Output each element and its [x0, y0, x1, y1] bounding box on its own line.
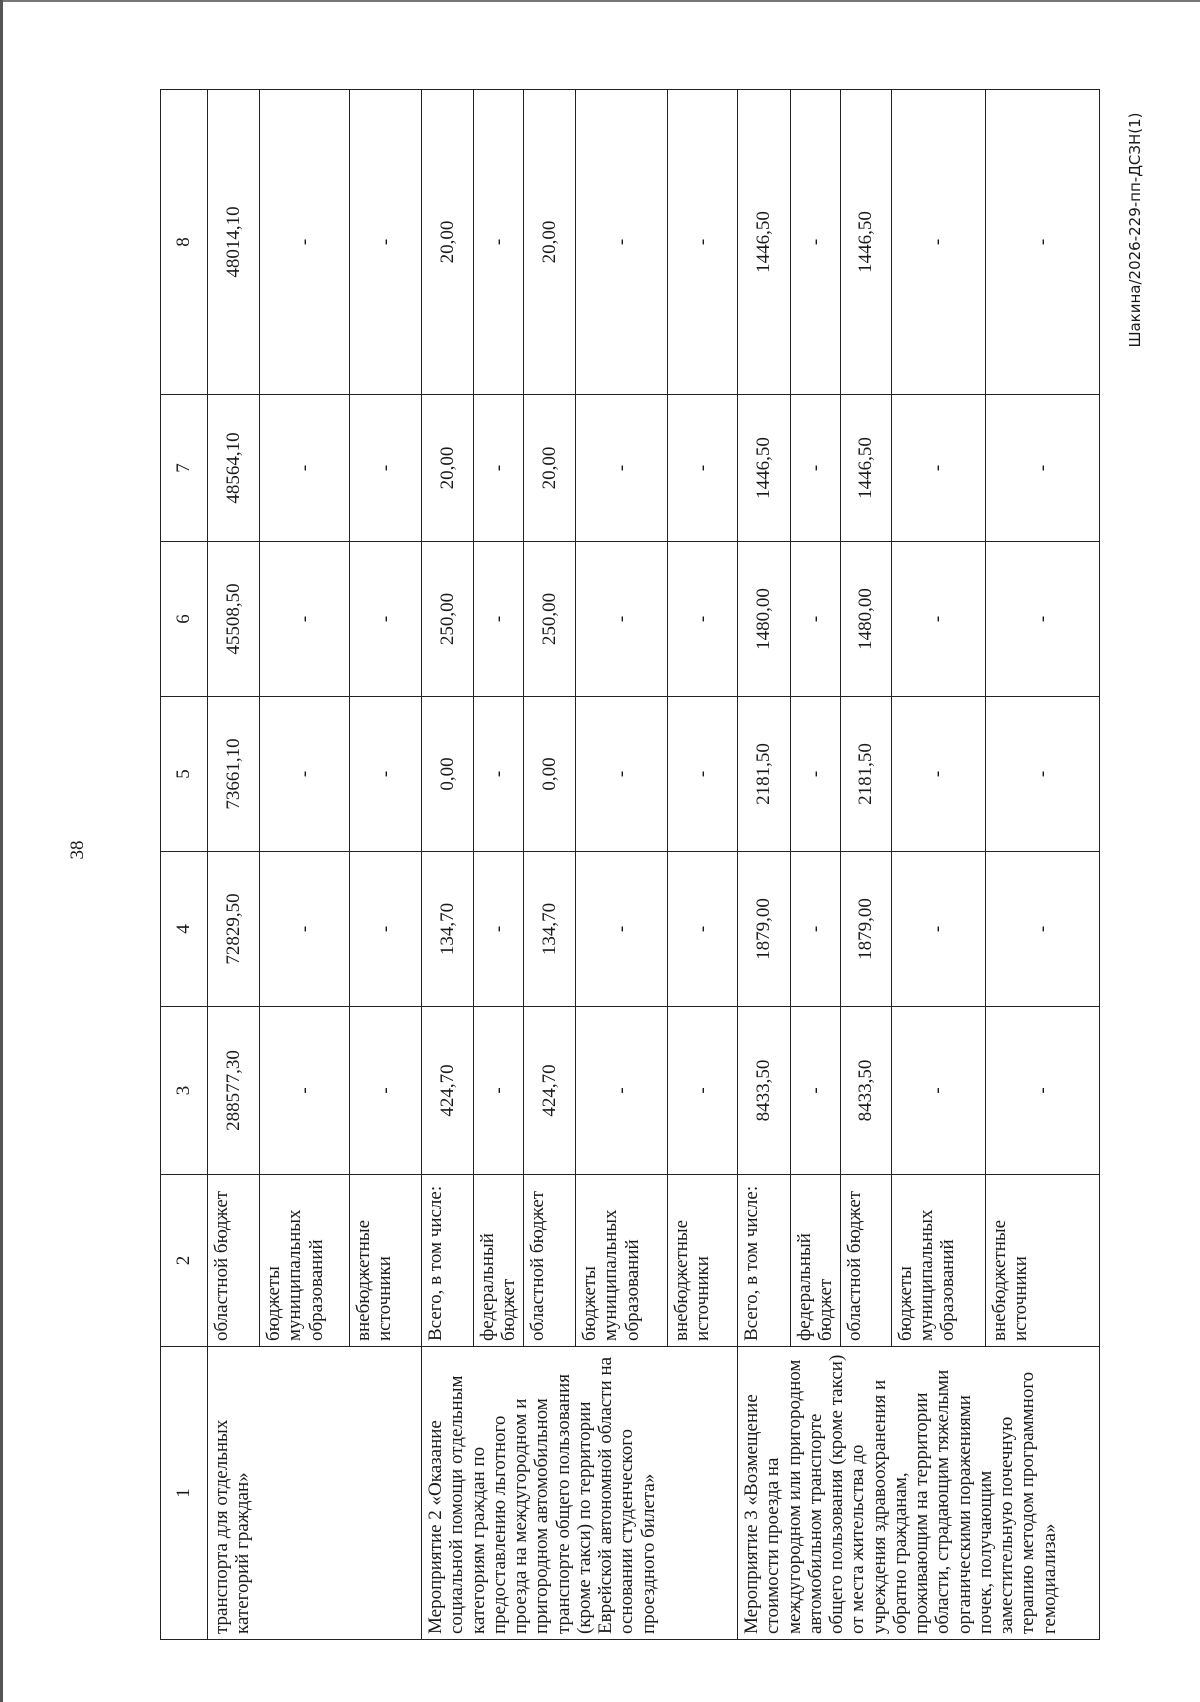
value-cell: -	[891, 1007, 985, 1175]
header-cell: 7	[161, 395, 208, 542]
value-cell: -	[260, 542, 350, 697]
value-cell: 1879,00	[840, 852, 891, 1007]
value-cell: 134,70	[524, 852, 576, 1007]
scan-top-edge	[0, 0, 1200, 2]
page-number: 38	[67, 840, 88, 860]
value-cell: -	[576, 90, 668, 395]
funding-source: областной бюджет	[208, 1175, 260, 1347]
funding-source: внебюджетные источники	[668, 1175, 738, 1347]
document-reference: Шакина/2026-229-пп-ДСЗН(1)	[1126, 112, 1144, 348]
value-cell: -	[791, 1007, 841, 1175]
header-cell: 1	[161, 1347, 208, 1640]
funding-source: федеральный бюджет	[474, 1175, 524, 1347]
funding-source: внебюджетные источники	[350, 1175, 422, 1347]
value-cell: 1480,00	[738, 542, 791, 697]
value-cell: -	[576, 697, 668, 852]
value-cell: 73661,10	[208, 697, 260, 852]
value-cell: -	[474, 395, 524, 542]
scan-left-edge	[0, 0, 3, 1702]
value-cell: 1446,50	[840, 395, 891, 542]
value-cell: -	[668, 90, 738, 395]
funding-source: внебюджетные источники	[985, 1175, 1099, 1347]
header-cell: 3	[161, 1007, 208, 1175]
value-cell: -	[668, 395, 738, 542]
funding-source: бюджеты муниципальных образований	[576, 1175, 668, 1347]
value-cell: -	[791, 852, 841, 1007]
funding-source: федеральный бюджет	[791, 1175, 841, 1347]
value-cell: -	[350, 852, 422, 1007]
measure-title: транспорта для отдельных категорий граждан»	[208, 1347, 422, 1640]
value-cell: 20,00	[524, 90, 576, 395]
value-cell: -	[576, 1007, 668, 1175]
value-cell: -	[260, 697, 350, 852]
value-cell: 2181,50	[738, 697, 791, 852]
header-cell: 6	[161, 542, 208, 697]
value-cell: 1446,50	[738, 395, 791, 542]
value-cell: -	[576, 542, 668, 697]
value-cell: 1446,50	[738, 90, 791, 395]
header-cell: 5	[161, 697, 208, 852]
value-cell: -	[791, 542, 841, 697]
value-cell: -	[891, 697, 985, 852]
value-cell: -	[668, 542, 738, 697]
value-cell: 72829,50	[208, 852, 260, 1007]
value-cell: -	[260, 90, 350, 395]
value-cell: 424,70	[524, 1007, 576, 1175]
funding-source: бюджеты муниципальных образований	[260, 1175, 350, 1347]
value-cell: -	[668, 1007, 738, 1175]
measure-title: Мероприятие 3 «Возмещение стоимости проезда на междугородном или пригородном автомобильном транспорте общего пользования (кроме такси) от места жительства до учреждения здравоохранения и обратно гражданам, проживающим на территории области, страдающим тяжелыми органическими поражениями почек, получающим заместительную почечную терапию методом программного гемодиализа»	[738, 1347, 1100, 1640]
value-cell: 20,00	[422, 395, 474, 542]
value-cell: -	[791, 395, 841, 542]
value-cell: -	[474, 542, 524, 697]
value-cell: -	[350, 90, 422, 395]
funding-source: областной бюджет	[840, 1175, 891, 1347]
value-cell: -	[791, 697, 841, 852]
funding-source: бюджеты муниципальных образований	[891, 1175, 985, 1347]
value-cell: 45508,50	[208, 542, 260, 697]
value-cell: 48564,10	[208, 395, 260, 542]
value-cell: -	[985, 395, 1099, 542]
value-cell: -	[668, 852, 738, 1007]
funding-source: Всего, в том числе:	[422, 1175, 474, 1347]
value-cell: -	[985, 1007, 1099, 1175]
value-cell: 250,00	[422, 542, 474, 697]
value-cell: 134,70	[422, 852, 474, 1007]
value-cell: 250,00	[524, 542, 576, 697]
value-cell: -	[260, 1007, 350, 1175]
value-cell: -	[985, 542, 1099, 697]
measure-title: Мероприятие 2 «Оказание социальной помощи отдельным категориям граждан по предоставлению льготного проезда на междугородном и пригородном автомобильном транспорте общего пользования (кроме такси) по территории Еврейской автономной области на основании студенческого проездного билета»	[422, 1347, 738, 1640]
header-cell: 4	[161, 852, 208, 1007]
value-cell: 8433,50	[840, 1007, 891, 1175]
rotated-table-container	[160, 90, 1100, 1640]
table-row	[738, 90, 791, 1640]
value-cell: 1480,00	[840, 542, 891, 697]
value-cell: -	[985, 852, 1099, 1007]
value-cell: -	[260, 395, 350, 542]
value-cell: -	[350, 395, 422, 542]
value-cell: -	[474, 90, 524, 395]
header-row	[161, 90, 208, 1640]
value-cell: 288577,30	[208, 1007, 260, 1175]
value-cell: -	[576, 395, 668, 542]
value-cell: 1879,00	[738, 852, 791, 1007]
value-cell: -	[891, 852, 985, 1007]
value-cell: 8433,50	[738, 1007, 791, 1175]
header-cell: 8	[161, 90, 208, 395]
value-cell: 48014,10	[208, 90, 260, 395]
value-cell: -	[350, 542, 422, 697]
value-cell: 20,00	[524, 395, 576, 542]
value-cell: -	[260, 852, 350, 1007]
value-cell: -	[891, 395, 985, 542]
funding-source: областной бюджет	[524, 1175, 576, 1347]
value-cell: 1446,50	[840, 90, 891, 395]
header-cell: 2	[161, 1175, 208, 1347]
value-cell: -	[985, 90, 1099, 395]
budget-table	[160, 89, 1100, 1640]
value-cell: -	[474, 1007, 524, 1175]
value-cell: -	[474, 852, 524, 1007]
table-row	[422, 90, 474, 1640]
value-cell: -	[891, 542, 985, 697]
value-cell: -	[474, 697, 524, 852]
value-cell: -	[576, 852, 668, 1007]
value-cell: -	[891, 90, 985, 395]
table-row	[208, 90, 260, 1640]
value-cell: -	[350, 1007, 422, 1175]
value-cell: -	[668, 697, 738, 852]
value-cell: 424,70	[422, 1007, 474, 1175]
value-cell: 0,00	[524, 697, 576, 852]
value-cell: 0,00	[422, 697, 474, 852]
value-cell: -	[791, 90, 841, 395]
funding-source: Всего, в том числе:	[738, 1175, 791, 1347]
value-cell: -	[350, 697, 422, 852]
value-cell: -	[985, 697, 1099, 852]
value-cell: 20,00	[422, 90, 474, 395]
value-cell: 2181,50	[840, 697, 891, 852]
